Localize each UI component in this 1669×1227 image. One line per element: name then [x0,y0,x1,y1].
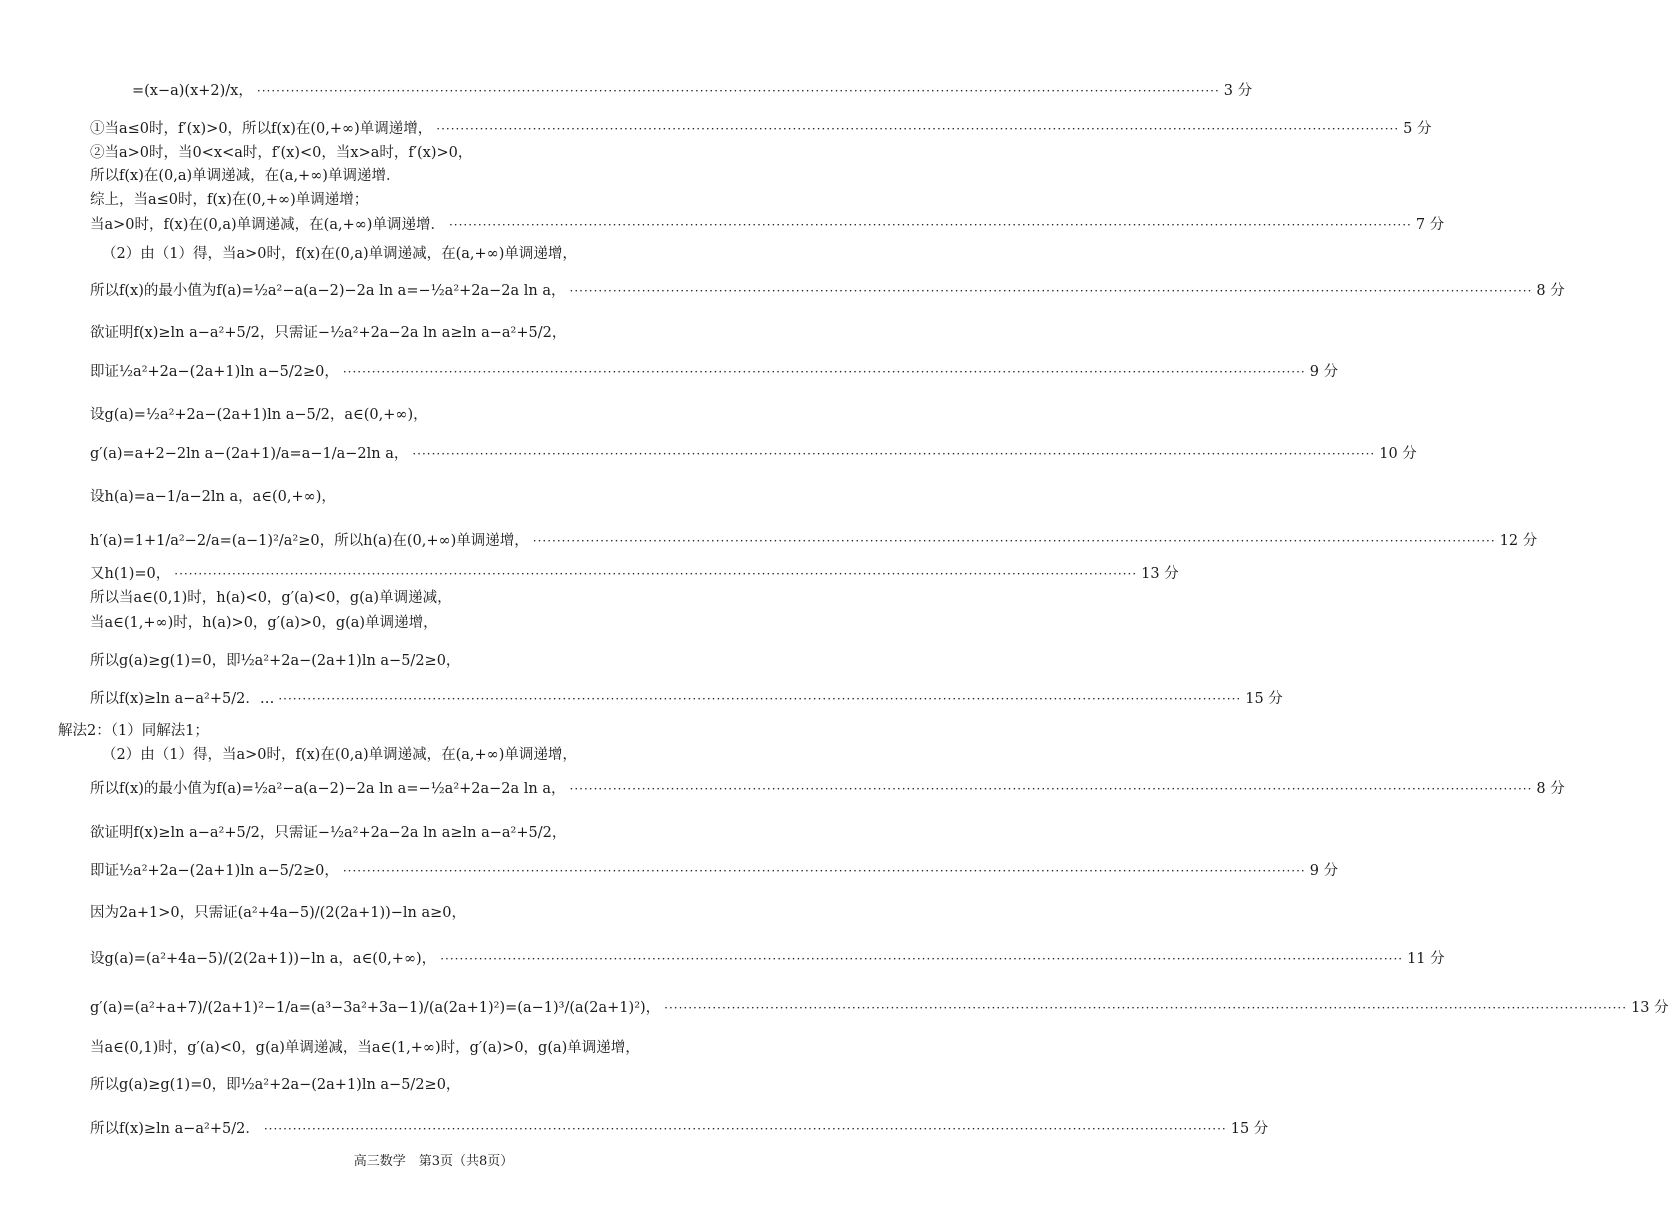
solution-line [90,404,770,426]
line-text: 设g(a)=(a²+4a−5)/(2(2a+1))−ln a，a∈(0,+∞)， [90,951,437,967]
line-text: 综上，当a≤0时，f(x)在(0,+∞)单调递增； [90,192,369,208]
line-text: 所以g(a)≥g(1)=0，即½a²+2a−(2a+1)ln a−5/2≥0， [90,653,461,669]
score-mark: 13 分 [1141,566,1179,582]
line-text: 所以f(x)≥ln a−a²+5/2． [90,1121,260,1137]
solution-line [90,948,1445,970]
solution-line [132,80,1253,102]
dot-leader: ········································································································································································································ [412,447,1376,461]
solution-line [90,142,770,164]
line-text: 当a>0时，f(x)在(0,a)单调递减，在(a,+∞)单调递增． [90,217,445,233]
solution-line [90,361,1339,383]
solution-line [90,902,770,924]
solution-line [90,650,770,672]
line-text: 所以f(x)≥ln a−a²+5/2．… [90,691,275,707]
solution-line [90,822,770,844]
solution-line [90,530,1538,552]
dot-leader: ········································································································································································································ [342,864,1306,878]
line-text: 所以f(x)的最小值为f(a)=½a²−a(a−2)−2a ln a=−½a²+2a−2a ln a， [90,283,566,299]
line-text: 即证½a²+2a−(2a+1)ln a−5/2≥0， [90,364,339,380]
solution-line [90,860,1339,882]
score-mark: 7 分 [1415,217,1445,233]
line-text: 所以g(a)≥g(1)=0，即½a²+2a−(2a+1)ln a−5/2≥0， [90,1077,461,1093]
line-text: 当a∈(0,1)时，g′(a)<0，g(a)单调递减，当a∈(1,+∞)时，g′(a)>0，g(a)单调递增， [90,1040,640,1056]
solution-line [90,688,1283,710]
score-mark: 9 分 [1309,364,1339,380]
line-text: 所以f(x)在(0,a)单调递减，在(a,+∞)单调递增． [90,168,401,184]
line-text: h′(a)=1+1/a²−2/a=(a−1)²/a²≥0，所以h(a)在(0,+∞)单调递增， [90,533,529,549]
solution-line [90,165,770,187]
line-text: =(x−a)(x+2)/x， [132,83,253,99]
solution-line [90,280,1565,302]
score-mark: 3 分 [1223,83,1253,99]
solution-line [90,214,1445,236]
line-text: 即证½a²+2a−(2a+1)ln a−5/2≥0， [90,863,339,879]
line-text: （2）由（1）得，当a>0时，f(x)在(0,a)单调递减，在(a,+∞)单调递增， [102,246,577,262]
dot-leader: ········································································································································································································ [174,567,1138,581]
solution-line [90,486,770,508]
dot-leader: ········································································································································································································ [532,534,1496,548]
solution-line [90,189,770,211]
line-text: 因为2a+1>0，只需证(a²+4a−5)/(2(2a+1))−ln a≥0， [90,905,467,921]
dot-leader: ········································································································································································································ [448,218,1412,232]
score-mark: 15 分 [1230,1121,1269,1137]
line-text: 欲证明f(x)≥ln a−a²+5/2，只需证−½a²+2a−2a ln a≥ln a−a²+5/2， [90,825,567,841]
line-text: 欲证明f(x)≥ln a−a²+5/2，只需证−½a²+2a−2a ln a≥ln a−a²+5/2， [90,325,567,341]
dot-leader: ········································································································································································································ [569,284,1533,298]
solution-line [90,443,1417,465]
solution-line [90,563,1179,585]
solution-line [90,1118,1269,1140]
score-mark: 10 分 [1379,446,1417,462]
solution-line [90,1074,770,1096]
dot-leader: ········································································································································································································ [342,365,1306,379]
score-mark: 9 分 [1309,863,1339,879]
dot-leader: ········································································································································································································ [263,1122,1227,1136]
score-mark: 8 分 [1536,283,1565,299]
line-text: （2）由（1）得，当a>0时，f(x)在(0,a)单调递减，在(a,+∞)单调递增， [102,747,577,763]
score-mark: 11 分 [1407,951,1445,967]
score-mark: 8 分 [1536,781,1565,797]
dot-leader: ········································································································································································································ [664,1001,1628,1015]
solution-line [58,720,209,742]
score-mark: 15 分 [1245,691,1283,707]
solution-line [90,612,770,634]
solution-line [90,997,1669,1019]
line-text: 所以当a∈(0,1)时，h(a)<0，g′(a)<0，g(a)单调递减， [90,590,452,606]
line-text: 当a∈(1,+∞)时，h(a)>0，g′(a)>0，g(a)单调递增， [90,615,438,631]
solution-line [90,587,770,609]
line-text: 设h(a)=a−1/a−2ln a，a∈(0,+∞)， [90,489,336,505]
page-footer: 高三数学 第3页（共8页） [353,1154,514,1169]
line-text: g′(a)=(a²+a+7)/(2a+1)²−1/a=(a³−3a²+3a−1)/(a(2a+1)²)=(a−1)³/(a(2a+1)²)， [90,1000,661,1016]
dot-leader: ········································································································································································································ [569,782,1533,796]
line-text: g′(a)=a+2−2ln a−(2a+1)/a=a−1/a−2ln a， [90,446,409,462]
dot-leader: ········································································································································································································ [278,692,1242,706]
line-text: ②当a>0时，当0<x<a时，f′(x)<0，当x>a时，f′(x)>0， [90,145,473,161]
solution-line [90,322,770,344]
line-text: 解法2：（1）同解法1； [58,723,209,739]
dot-leader: ········································································································································································································ [256,84,1220,98]
solution-line [90,778,1565,800]
score-mark: 12 分 [1499,533,1538,549]
dot-leader: ········································································································································································································ [440,952,1404,966]
dot-leader: ········································································································································································································ [436,122,1400,136]
line-text: 所以f(x)的最小值为f(a)=½a²−a(a−2)−2a ln a=−½a²+2a−2a ln a， [90,781,566,797]
line-text: 又h(1)=0， [90,566,171,582]
solution-line [102,744,770,766]
line-text: ①当a≤0时，f′(x)>0，所以f(x)在(0,+∞)单调递增， [90,121,433,137]
solution-line [90,118,1432,140]
solution-line [102,243,770,265]
score-mark: 13 分 [1631,1000,1669,1016]
score-mark: 5 分 [1403,121,1432,137]
solution-line [90,1037,770,1059]
line-text: 设g(a)=½a²+2a−(2a+1)ln a−5/2，a∈(0,+∞)， [90,407,428,423]
